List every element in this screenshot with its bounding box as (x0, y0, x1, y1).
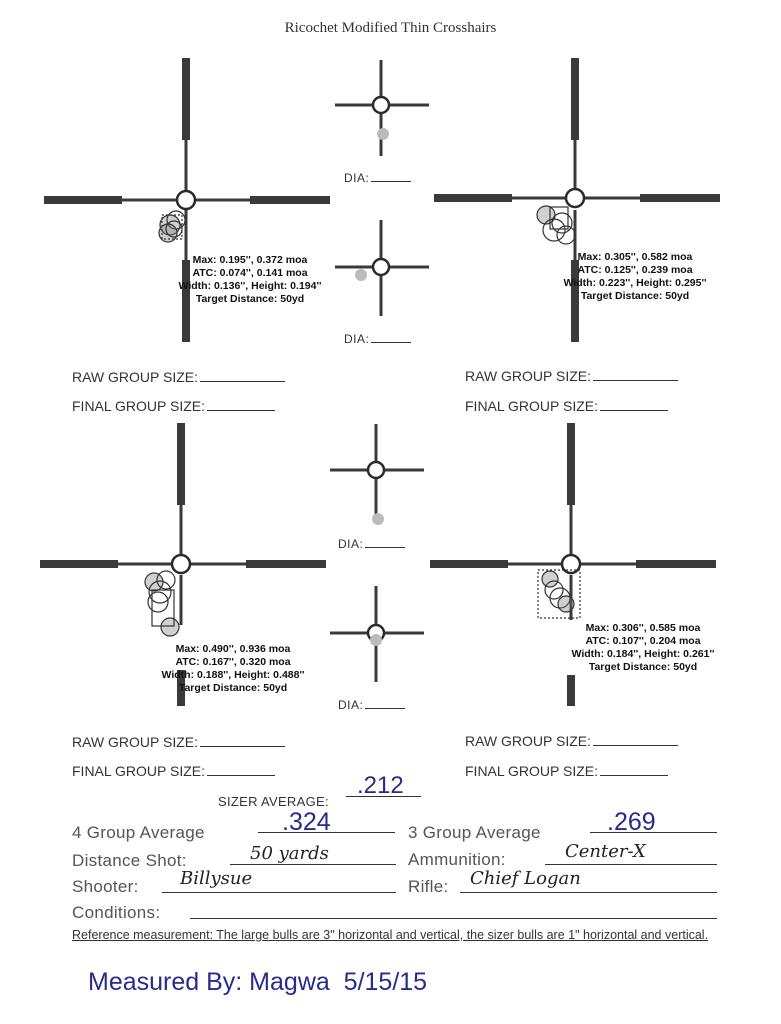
conditions-line (190, 918, 717, 919)
raw-group-size-top-left: RAW GROUP SIZE: (72, 369, 285, 385)
final-group-size-top-left: FINAL GROUP SIZE: (72, 398, 275, 414)
shooter-value: Billysue (180, 868, 253, 889)
final-group-size-bottom-right: FINAL GROUP SIZE: (465, 763, 668, 779)
bullet-holes (145, 571, 179, 636)
raw-group-size-bottom-right: RAW GROUP SIZE: (465, 733, 678, 749)
raw-group-size-top-right: RAW GROUP SIZE: (465, 368, 678, 384)
rifle-value: Chief Logan (470, 868, 581, 889)
rifle-label: Rifle: (408, 877, 449, 896)
sizer-crosshair-2 (333, 218, 433, 318)
distance-shot-label: Distance Shot: (72, 851, 187, 870)
sizer-average-value: .212 (357, 772, 404, 799)
three-group-average-label: 3 Group Average (408, 823, 541, 842)
sizer-crosshair-3 (328, 422, 428, 522)
distance-shot-line (230, 864, 396, 865)
bullet-holes (538, 570, 580, 618)
four-group-average-value: .324 (282, 808, 331, 836)
ammunition-value: Center-X (565, 841, 646, 862)
bullet-holes (537, 206, 575, 244)
shooter-label: Shooter: (72, 877, 139, 896)
rifle-line (460, 892, 717, 893)
ammunition-label: Ammunition: (408, 850, 506, 869)
raw-group-size-bottom-left: RAW GROUP SIZE: (72, 734, 285, 750)
dia-field-3: DIA: (338, 537, 405, 551)
three-group-average-value: .269 (607, 808, 656, 836)
reference-measurement: Reference measurement: The large bulls are 3" horizontal and vertical, the sizer bulls are 1" horizontal and vertical. (72, 928, 709, 942)
dia-field-1: DIA: (344, 171, 411, 185)
final-group-size-bottom-left: FINAL GROUP SIZE: (72, 763, 275, 779)
final-group-size-top-right: FINAL GROUP SIZE: (465, 398, 668, 414)
measured-by-footer: Measured By: Magwa 5/15/15 (88, 968, 428, 996)
conditions-label: Conditions: (72, 903, 161, 922)
measurement-bottom-left: Max: 0.490'', 0.936 moa ATC: 0.167'', 0.320 moa Width: 0.188'', Height: 0.488'' Target Distance: 50yd (161, 643, 305, 694)
page-title: Ricochet Modified Thin Crosshairs (284, 20, 497, 36)
sizer-crosshair-4 (328, 584, 428, 684)
distance-shot-value: 50 yards (250, 843, 329, 864)
sizer-crosshair-1 (333, 58, 433, 158)
measurement-top-right: Max: 0.305'', 0.582 moa ATC: 0.125'', 0.239 moa Width: 0.223'', Height: 0.295'' Target Distance: 50yd (563, 251, 707, 302)
ammunition-line (545, 864, 717, 865)
dia-field-2: DIA: (344, 332, 411, 346)
four-group-average-label: 4 Group Average (72, 823, 205, 842)
dia-field-4: DIA: (338, 698, 405, 712)
bullet-holes (159, 211, 185, 242)
measurement-bottom-right: Max: 0.306'', 0.585 moa ATC: 0.107'', 0.204 moa Width: 0.184'', Height: 0.261'' Target Distance: 50yd (571, 622, 715, 673)
measurement-top-left: Max: 0.195'', 0.372 moa ATC: 0.074'', 0.141 moa Width: 0.136'', Height: 0.194'' Target Distance: 50yd (178, 254, 322, 305)
sizer-average-label: SIZER AVERAGE: (218, 794, 329, 809)
shooter-line (162, 892, 396, 893)
